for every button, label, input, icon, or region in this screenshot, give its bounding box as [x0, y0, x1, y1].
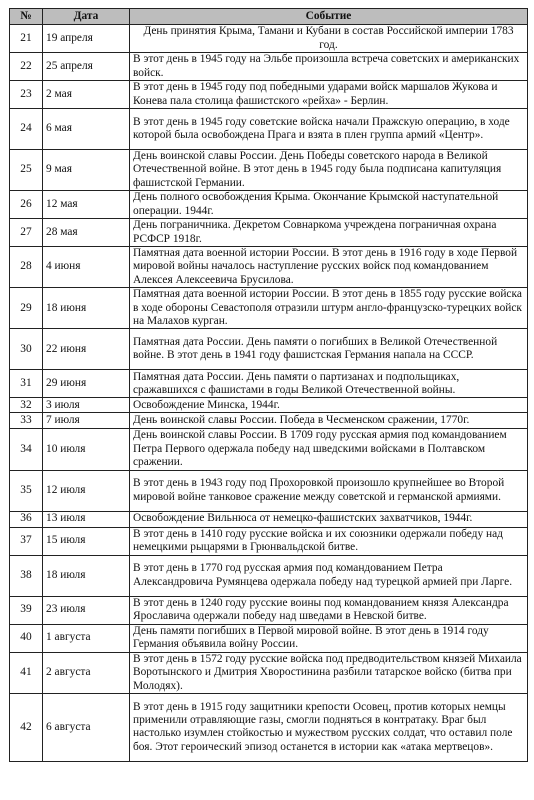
- row-event: В этот день в 1945 году советские войска начали Пражскую операцию, в ходе которой была освобождена Прага и взята в плен группа армий «Центр».: [130, 109, 528, 150]
- table-row: [10, 511, 528, 527]
- row-date: 2 августа: [43, 652, 130, 693]
- row-event: Памятная дата России. День памяти о партизанах и подпольщиках, сражавшихся с фашистами в годы Великой Отечественной войны.: [130, 370, 528, 398]
- row-event: День принятия Крыма, Тамани и Кубани в состав Российской империи 1783 год.: [130, 25, 528, 53]
- table-row: [10, 527, 528, 555]
- row-date: 4 июня: [43, 247, 130, 288]
- table-row: [10, 191, 528, 219]
- table-row: [10, 555, 528, 596]
- row-date: 12 июля: [43, 470, 130, 511]
- row-date: 29 июня: [43, 370, 130, 398]
- events-table: [9, 8, 528, 762]
- row-date: 1 августа: [43, 624, 130, 652]
- table-row: [10, 413, 528, 429]
- row-event: День памяти погибших в Первой мировой войне. В этот день в 1914 году Германия объявила войну России.: [130, 624, 528, 652]
- table-row: [10, 398, 528, 413]
- row-date: 7 июля: [43, 413, 130, 429]
- row-number: 41: [10, 652, 43, 693]
- row-date: 13 июля: [43, 511, 130, 527]
- row-date: 6 мая: [43, 109, 130, 150]
- row-number: 31: [10, 370, 43, 398]
- row-number: 25: [10, 150, 43, 191]
- table-row: [10, 596, 528, 624]
- row-date: 6 августа: [43, 693, 130, 761]
- table-row: [10, 53, 528, 81]
- row-date: 22 июня: [43, 329, 130, 370]
- row-date: 19 апреля: [43, 25, 130, 53]
- row-event: В этот день в 1410 году русские войска и их союзники одержали победу над немецкими рыцарями в Грюнвальдской битве.: [130, 527, 528, 555]
- row-date: 3 июля: [43, 398, 130, 413]
- row-event: День полного освобождения Крыма. Окончание Крымской наступательной операции. 1944г.: [130, 191, 528, 219]
- row-number: 28: [10, 247, 43, 288]
- row-number: 42: [10, 693, 43, 761]
- table-row: [10, 429, 528, 470]
- table-row: [10, 150, 528, 191]
- row-date: 15 июля: [43, 527, 130, 555]
- table-row: [10, 25, 528, 53]
- row-event: В этот день в 1770 год русская армия под командованием Петра Александровича Румянцева одержала победу над турецкой армией при Ларге.: [130, 555, 528, 596]
- row-number: 34: [10, 429, 43, 470]
- row-event: День пограничника. Декретом Совнаркома учреждена пограничная охрана РСФСР 1918г.: [130, 219, 528, 247]
- row-event: В этот день в 1943 году под Прохоровкой произошло крупнейшее во Второй мировой войне танковое сражение между советской и германской армиями.: [130, 470, 528, 511]
- row-number: 35: [10, 470, 43, 511]
- table-row: [10, 370, 528, 398]
- row-number: 39: [10, 596, 43, 624]
- row-number: 22: [10, 53, 43, 81]
- row-event: День воинской славы России. В 1709 году русская армия под командованием Петра Первого одержала победу над шведскими войсками в Полтавском сражении.: [130, 429, 528, 470]
- table-row: [10, 693, 528, 761]
- row-number: 33: [10, 413, 43, 429]
- row-number: 23: [10, 81, 43, 109]
- row-event: В этот день в 1945 году под победными ударами войск маршалов Жукова и Конева пала столица фашистского «рейха» - Берлин.: [130, 81, 528, 109]
- row-number: 29: [10, 288, 43, 329]
- row-date: 18 июля: [43, 555, 130, 596]
- row-event: В этот день в 1945 году на Эльбе произошла встреча советских и американских войск.: [130, 53, 528, 81]
- row-number: 30: [10, 329, 43, 370]
- row-event: Памятная дата военной истории России. В этот день в 1916 году в ходе Первой мировой войны началось наступление русских войск под командованием Алексея Алексеевича Брусилова.: [130, 247, 528, 288]
- header-date: Дата: [43, 9, 130, 25]
- row-number: 40: [10, 624, 43, 652]
- table-row: [10, 219, 528, 247]
- row-number: 26: [10, 191, 43, 219]
- row-date: 23 июля: [43, 596, 130, 624]
- row-number: 37: [10, 527, 43, 555]
- header-number: №: [10, 9, 43, 25]
- table-row: [10, 470, 528, 511]
- table-row: [10, 247, 528, 288]
- row-event: В этот день в 1915 году защитники крепости Осовец, против которых немцы применили отравляющие газы, смогли подняться в контратаку. Враг был настолько изумлен стойкостью и мужеством русских солдат, что оставил поле боя. Этот героический эпизод останется в истории как «атака мертвецов».: [130, 693, 528, 761]
- row-event: Памятная дата военной истории России. В этот день в 1855 году русские войска в ходе обороны Севастополя отразили штурм англо-французско-турецких войск на Малахов курган.: [130, 288, 528, 329]
- row-number: 24: [10, 109, 43, 150]
- row-event: В этот день в 1572 году русские войска под предводительством князей Михаила Воротынского и Дмитрия Хворостинина разбили татарское войско (битва при Молодях).: [130, 652, 528, 693]
- row-date: 9 мая: [43, 150, 130, 191]
- row-event: В этот день в 1240 году русские воины под командованием князя Александра Ярославича одержали победу над шведами в Невской битве.: [130, 596, 528, 624]
- table-header-row: [10, 9, 528, 25]
- row-number: 32: [10, 398, 43, 413]
- header-event: Событие: [130, 9, 528, 25]
- table-row: [10, 329, 528, 370]
- row-date: 18 июня: [43, 288, 130, 329]
- row-date: 2 мая: [43, 81, 130, 109]
- row-number: 36: [10, 511, 43, 527]
- table-row: [10, 109, 528, 150]
- row-event: Освобождение Минска, 1944г.: [130, 398, 528, 413]
- row-number: 27: [10, 219, 43, 247]
- row-event: Памятная дата России. День памяти о погибших в Великой Отечественной войне. В этот день в 1941 году фашистская Германия напала на СССР.: [130, 329, 528, 370]
- row-number: 21: [10, 25, 43, 53]
- table-row: [10, 624, 528, 652]
- row-number: 38: [10, 555, 43, 596]
- table-row: [10, 652, 528, 693]
- row-event: День воинской славы России. Победа в Чесменском сражении, 1770г.: [130, 413, 528, 429]
- table-row: [10, 81, 528, 109]
- row-date: 28 мая: [43, 219, 130, 247]
- table-body: [10, 25, 528, 762]
- row-date: 10 июля: [43, 429, 130, 470]
- row-event: День воинской славы России. День Победы советского народа в Великой Отечественной войне. В этот день в 1945 году была подписана капитуляция фашистской Германии.: [130, 150, 528, 191]
- row-date: 12 мая: [43, 191, 130, 219]
- row-event: Освобождение Вильнюса от немецко-фашистских захватчиков, 1944г.: [130, 511, 528, 527]
- row-date: 25 апреля: [43, 53, 130, 81]
- table-row: [10, 288, 528, 329]
